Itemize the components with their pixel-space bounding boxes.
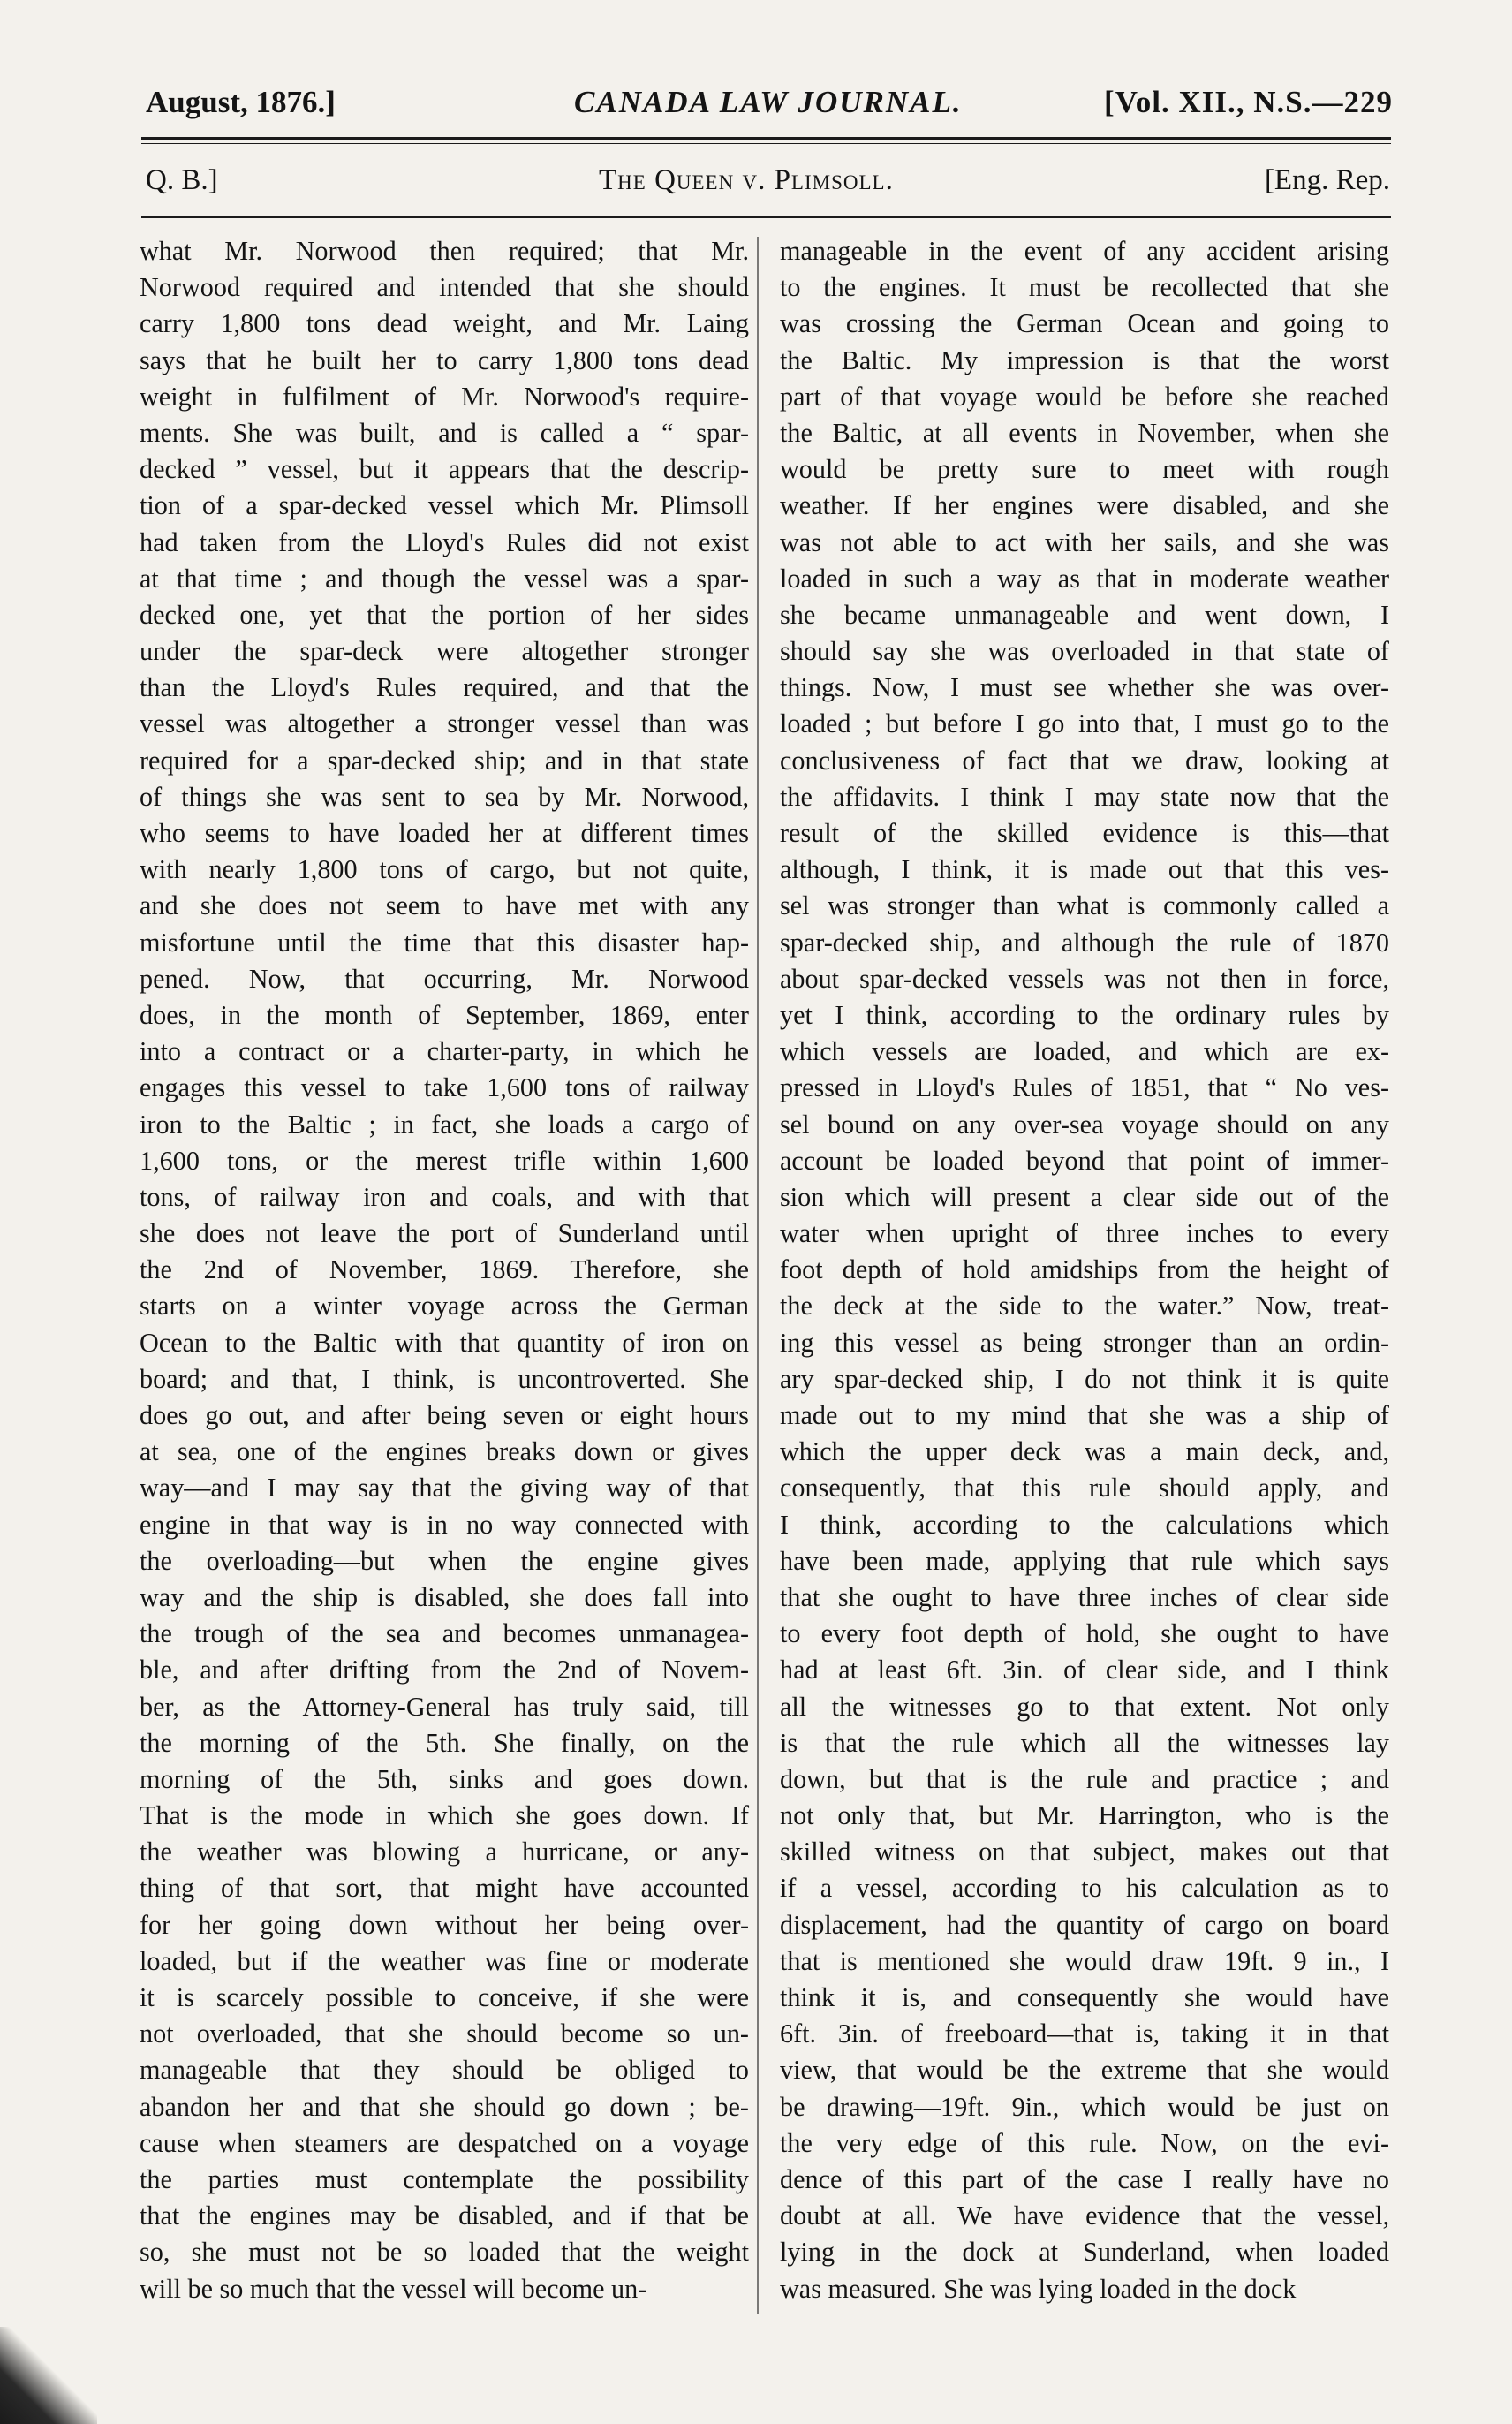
text-line: with nearly 1,800 tons of cargo, but not quite,: [140, 854, 749, 885]
subheader-rule: [141, 216, 1391, 218]
text-line: into a contract or a charter-party, in which he: [140, 1036, 749, 1067]
text-line: manageable in the event of any accident arising: [780, 236, 1389, 266]
text-line: than the Lloyd's Rules required, and that the: [140, 672, 749, 703]
text-line: loaded in such a way as that in moderate weather: [780, 563, 1389, 594]
text-line: required for a spar-decked ship; and in that state: [140, 745, 749, 776]
text-line: 6ft. 3in. of freeboard—that is, taking it in that: [780, 2019, 1389, 2049]
text-line: I think, according to the calculations which: [780, 1509, 1389, 1540]
text-line: that the engines may be disabled, and if that be: [140, 2201, 749, 2231]
text-line: ing this vessel as being stronger than an ordin-: [780, 1327, 1389, 1358]
text-line: starts on a winter voyage across the German: [140, 1291, 749, 1322]
text-line: is that the rule which all the witnesses lay: [780, 1727, 1389, 1758]
text-line: not only that, but Mr. Harrington, who is the: [780, 1800, 1389, 1831]
text-line: does, in the month of September, 1869, enter: [140, 999, 749, 1030]
text-line: should say she was overloaded in that state of: [780, 636, 1389, 667]
text-line: vessel was altogether a stronger vessel than was: [140, 708, 749, 739]
text-line: iron to the Baltic ; in fact, she loads a cargo of: [140, 1109, 749, 1140]
text-line: way and the ship is disabled, she does fall into: [140, 1581, 749, 1612]
text-line: weight in fulfilment of Mr. Norwood's require-: [140, 381, 749, 412]
text-line: will be so much that the vessel will become un-: [140, 2273, 647, 2304]
text-line: way—and I may say that the giving way of that: [140, 1473, 749, 1504]
text-line: things. Now, I must see whether she was over-: [780, 672, 1389, 703]
text-line: would be pretty sure to meet with rough: [780, 454, 1389, 485]
text-line: water when upright of three inches to every: [780, 1218, 1389, 1249]
text-line: which vessels are loaded, and which are ex-: [780, 1036, 1389, 1067]
text-line: spar-decked ship, and although the rule of 1870: [780, 927, 1389, 958]
text-line: who seems to have loaded her at different times: [140, 818, 749, 848]
text-line: That is the mode in which she goes down. If: [140, 1800, 749, 1831]
text-line: the morning of the 5th. She finally, on the: [140, 1727, 749, 1758]
text-line: was measured. She was lying loaded in the dock: [780, 2273, 1297, 2304]
text-line: to every foot depth of hold, she ought to have: [780, 1618, 1389, 1649]
text-line: carry 1,800 tons dead weight, and Mr. Laing: [140, 308, 749, 339]
text-line: consequently, that this rule should apply, and: [780, 1473, 1389, 1504]
text-line: it is scarcely possible to conceive, if she were: [140, 1982, 749, 2012]
text-line: says that he built her to carry 1,800 tons dead: [140, 345, 749, 375]
text-line: engages this vessel to take 1,600 tons of railway: [140, 1072, 749, 1103]
text-line: displacement, had the quantity of cargo on board: [780, 1909, 1389, 1940]
text-line: sion which will present a clear side out of the: [780, 1181, 1389, 1212]
text-line: made out to my mind that she was a ship of: [780, 1400, 1389, 1430]
text-line: abandon her and that she should go down ; be-: [140, 2091, 749, 2122]
text-line: decked ” vessel, but it appears that the descrip-: [140, 454, 749, 485]
header-rule-thin: [141, 143, 1391, 144]
text-line: tons, of railway iron and coals, and with that: [140, 1181, 749, 1212]
text-line: the Baltic, at all events in November, when she: [780, 417, 1389, 448]
text-line: account be loaded beyond that point of immer-: [780, 1145, 1389, 1176]
text-line: ary spar-decked ship, I do not think it is quite: [780, 1363, 1389, 1394]
text-line: result of the skilled evidence is this—that: [780, 818, 1389, 848]
text-line: Ocean to the Baltic with that quantity of iron on: [140, 1327, 749, 1358]
subheader-report: [Eng. Rep.: [1264, 164, 1390, 196]
text-line: morning of the 5th, sinks and goes down.: [140, 1763, 749, 1794]
text-line: the Baltic. My impression is that the worst: [780, 345, 1389, 375]
text-line: ments. She was built, and is called a “ spar-: [140, 417, 749, 448]
text-line: engine in that way is in no way connected with: [140, 1509, 749, 1540]
text-line: the trough of the sea and becomes unmanagea-: [140, 1618, 749, 1649]
text-line: loaded ; but before I go into that, I must go to the: [780, 708, 1389, 739]
text-line: tion of a spar-decked vessel which Mr. Plimsoll: [140, 490, 749, 521]
subheader-case-title: The Queen v. Plimsoll.: [599, 164, 894, 196]
text-line: to the engines. It must be recollected that she: [780, 272, 1389, 303]
header-volume: [Vol. XII., N.S.—229: [1104, 85, 1393, 119]
text-line: the weather was blowing a hurricane, or any-: [140, 1837, 749, 1867]
text-line: was crossing the German Ocean and going to: [780, 308, 1389, 339]
text-line: thing of that sort, that might have accounted: [140, 1873, 749, 1904]
text-line: the affidavits. I think I may state now that the: [780, 781, 1389, 812]
text-line: decked one, yet that the portion of her sides: [140, 599, 749, 630]
text-line: loaded, but if the weather was fine or moderate: [140, 1945, 749, 1976]
text-line: cause when steamers are despatched on a voyage: [140, 2127, 749, 2158]
column-divider: [757, 237, 759, 2314]
subheader-court: Q. B.]: [146, 164, 218, 196]
text-line: part of that voyage would be before she reached: [780, 381, 1389, 412]
text-line: pened. Now, that occurring, Mr. Norwood: [140, 963, 749, 994]
text-line: although, I think, it is made out that this ves-: [780, 854, 1389, 885]
text-line: was not able to act with her sails, and she was: [780, 526, 1389, 557]
text-line: so, she must not be so loaded that the weight: [140, 2237, 749, 2268]
text-line: think it is, and consequently she would have: [780, 1982, 1389, 2012]
text-line: not overloaded, that she should become so un-: [140, 2019, 749, 2049]
text-line: ble, and after drifting from the 2nd of Novem-: [140, 1655, 749, 1685]
text-line: sel bound on any over-sea voyage should on any: [780, 1109, 1389, 1140]
text-line: be drawing—19ft. 9in., which would be just on: [780, 2091, 1389, 2122]
text-line: lying in the dock at Sunderland, when loaded: [780, 2237, 1389, 2268]
text-line: sel was stronger than what is commonly called a: [780, 890, 1389, 921]
text-line: for her going down without her being over-: [140, 1909, 749, 1940]
page-corner-shadow: [0, 2327, 97, 2424]
text-line: under the spar-deck were altogether stronger: [140, 636, 749, 667]
text-line: manageable that they should be obliged to: [140, 2055, 749, 2086]
text-line: had at least 6ft. 3in. of clear side, and I think: [780, 1655, 1389, 1685]
header-rule-thick: [141, 137, 1391, 140]
header-journal-title: CANADA LAW JOURNAL.: [574, 85, 963, 119]
text-line: 1,600 tons, or the merest trifle within 1,600: [140, 1145, 749, 1176]
text-line: if a vessel, according to his calculation as to: [780, 1873, 1389, 1904]
text-line: view, that would be the extreme that she would: [780, 2055, 1389, 2086]
left-text-column: [140, 233, 749, 2307]
text-line: that she ought to have three inches of clear side: [780, 1581, 1389, 1612]
text-line: conclusiveness of fact that we draw, looking at: [780, 745, 1389, 776]
text-line: the overloading—but when the engine gives: [140, 1545, 749, 1576]
text-line: the parties must contemplate the possibility: [140, 2163, 749, 2194]
right-text-column: [780, 233, 1389, 2307]
text-line: have been made, applying that rule which says: [780, 1545, 1389, 1576]
text-line: and she does not seem to have met with any: [140, 890, 749, 921]
text-line: she does not leave the port of Sunderland until: [140, 1218, 749, 1249]
text-line: at that time ; and though the vessel was a spar-: [140, 563, 749, 594]
text-line: the very edge of this rule. Now, on the evi-: [780, 2127, 1389, 2158]
text-line: that is mentioned she would draw 19ft. 9 in., I: [780, 1945, 1389, 1976]
text-line: yet I think, according to the ordinary rules by: [780, 999, 1389, 1030]
text-line: the 2nd of November, 1869. Therefore, she: [140, 1254, 749, 1285]
text-line: pressed in Lloyd's Rules of 1851, that “ No ves-: [780, 1072, 1389, 1103]
text-line: down, but that is the rule and practice ; and: [780, 1763, 1389, 1794]
text-line: about spar-decked vessels was not then in force,: [780, 963, 1389, 994]
text-line: does go out, and after being seven or eight hours: [140, 1400, 749, 1430]
text-line: at sea, one of the engines breaks down or gives: [140, 1436, 749, 1467]
text-line: she became unmanageable and went down, I: [780, 599, 1389, 630]
text-line: which the upper deck was a main deck, and,: [780, 1436, 1389, 1467]
text-line: the deck at the side to the water.” Now, treat-: [780, 1291, 1389, 1322]
text-line: dence of this part of the case I really have no: [780, 2163, 1389, 2194]
text-line: all the witnesses go to that extent. Not only: [780, 1691, 1389, 1722]
text-line: foot depth of hold amidships from the height of: [780, 1254, 1389, 1285]
text-line: doubt at all. We have evidence that the vessel,: [780, 2201, 1389, 2231]
header-date: August, 1876.]: [146, 85, 336, 119]
text-line: ber, as the Attorney-General has truly said, till: [140, 1691, 749, 1722]
text-line: had taken from the Lloyd's Rules did not exist: [140, 526, 749, 557]
text-line: board; and that, I think, is uncontroverted. She: [140, 1363, 749, 1394]
text-line: of things she was sent to sea by Mr. Norwood,: [140, 781, 749, 812]
text-line: what Mr. Norwood then required; that Mr.: [140, 236, 749, 266]
text-line: misfortune until the time that this disaster hap-: [140, 927, 749, 958]
text-line: skilled witness on that subject, makes out that: [780, 1837, 1389, 1867]
text-line: weather. If her engines were disabled, and she: [780, 490, 1389, 521]
text-line: Norwood required and intended that she should: [140, 272, 749, 303]
